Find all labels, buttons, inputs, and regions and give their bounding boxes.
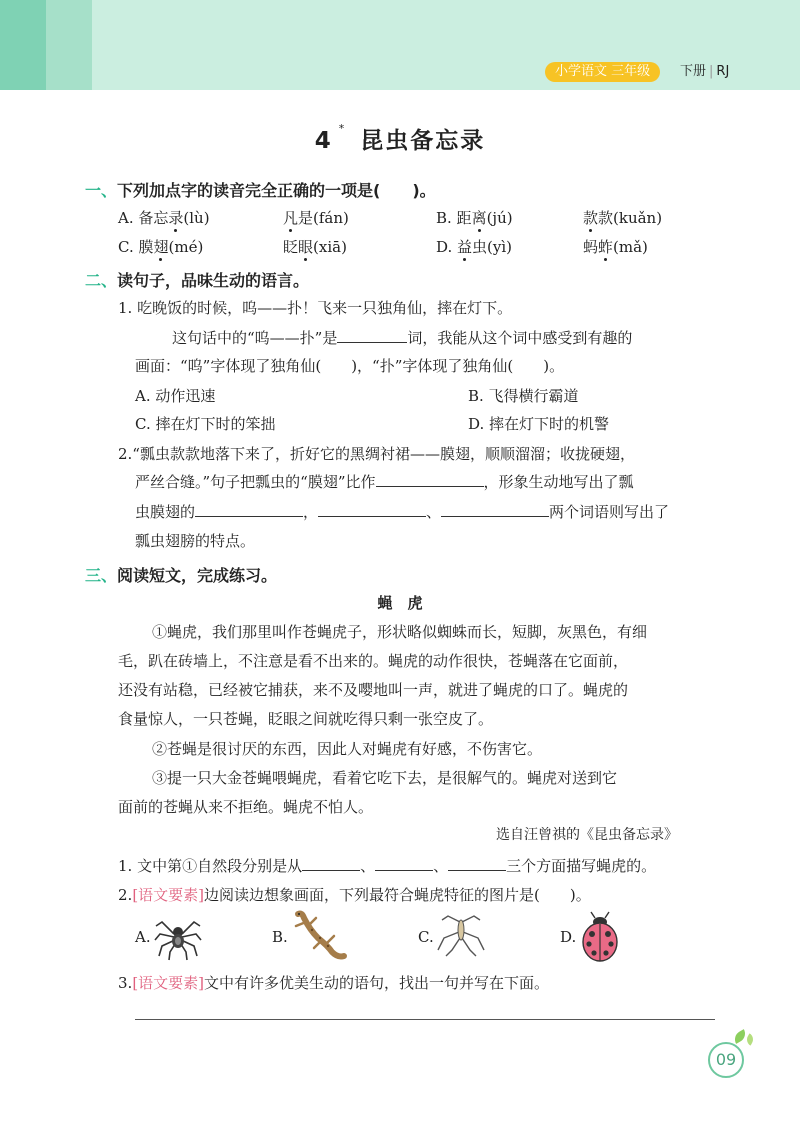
choice-d: D. 摔在灯下时的机警 [468,415,610,433]
volume-info [680,62,729,82]
pic-label-d: D. [560,928,577,946]
header-stripe [0,0,46,90]
section-1-heading [85,178,436,201]
choice-a: A. 动作迅速 [135,387,216,405]
answer-blank[interactable] [337,329,407,343]
option-c1: C. 膜翅(mé) [118,238,204,256]
option-a1: A. 备忘录(lù) [118,209,210,227]
section-text: 下列加点字的读音完全正确的一项是( )。 [117,181,436,200]
choice-b: B. 飞得横行霸道 [468,387,579,405]
q3-line: 1. 文中第①自然段分别是从 、 、 三个方面描写蝇虎的。 [118,857,657,875]
q2-line: 画面：“呜”字体现了独角仙( )，“扑”字体现了独角仙( )。 [135,357,565,375]
choice-c: C. 摔在灯下时的笨拙 [135,415,276,433]
separator: | [709,64,714,79]
q2-line: 1. 吃晚饭的时候，呜——扑！飞来一只独角仙，摔在灯下。 [118,299,513,317]
option-a2: 凡是(fán) [283,209,349,227]
page-number: 09 [708,1042,744,1078]
option-d1: D. 益虫(yì) [436,238,513,256]
leaf-icon [744,1033,755,1045]
answer-blank[interactable] [441,503,549,517]
article-line: ③提一只大金苍蝇喂蝇虎，看着它吃下去，是很解气的。蝇虎对送到它 [152,769,618,787]
section-text: 阅读短文，完成练习。 [117,566,278,585]
article-title: 蝇 虎 [377,594,423,612]
long-legged-insect-icon [434,912,488,960]
edition-label: RJ [716,64,730,79]
element-tag: [语文要素] [132,974,205,992]
section-number: 一、 [85,181,118,200]
option-d2: 蚂蚱(mǎ) [583,238,648,256]
volume-label: 下册 [680,64,707,79]
article-line: ①蝇虎，我们那里叫作苍蝇虎子，形状略似蜘蛛而长，短脚，灰黑色，有细 [152,623,648,641]
gecko-icon [288,908,348,964]
header-stripe [46,0,92,90]
article-line: ②苍蝇是很讨厌的东西，因此人对蝇虎有好感，不伤害它。 [152,740,543,758]
option-c2: 眨眼(xiā) [283,238,347,256]
element-tag: [语文要素] [132,886,205,904]
subject-grade-badge: 小学语文 三年级 [545,62,660,82]
article-line: 还没有站稳，已经被它捕获，来不及嘤地叫一声，就进了蝇虎的口了。蝇虎的 [118,681,629,699]
pic-label-a: A. [135,928,151,946]
option-b2: 款款(kuǎn) [583,209,663,227]
article-line: 毛，趴在砖墙上，不注意是看不出来的。蝇虎的动作很快，苍蝇落在它面前， [118,652,629,670]
answer-line[interactable] [135,1019,715,1020]
q3-line: 2.[语文要素]边阅读边想象画面，下列最符合蝇虎特征的图片是( )。 [118,886,591,904]
pic-label-c: C. [418,928,434,946]
article-source: 选自汪曾祺的《昆虫备忘录》 [496,827,678,843]
lesson-title [0,122,800,155]
leaf-icon [732,1029,749,1044]
q2-line: 这句话中的“呜——扑”是 词，我能从这个词中感受到有趣的 [172,329,633,347]
section-2-heading [85,268,309,291]
lesson-name: 昆虫备忘录 [360,128,486,154]
section-number: 二、 [85,271,118,290]
section-3-heading [85,563,277,586]
article-line: 食量惊人，一只苍蝇，眨眼之间就吃得只剩一张空皮了。 [118,710,494,728]
lesson-number: 4 [314,128,333,154]
option-b1: B. 距离(jú) [436,209,513,227]
answer-blank[interactable] [375,857,433,871]
answer-blank[interactable] [448,857,506,871]
header-band [0,0,800,90]
q2-line: 严丝合缝。”句子把瓢虫的“膜翅”比作 ，形象生动地写出了瓢 [135,473,634,491]
pic-label-b: B. [272,928,288,946]
answer-blank[interactable] [302,857,360,871]
q3-line: 3.[语文要素]文中有许多优美生动的语句，找出一句并写在下面。 [118,974,550,992]
answer-blank[interactable] [195,503,303,517]
answer-blank[interactable] [376,473,484,487]
section-text: 读句子，品味生动的语言。 [117,271,310,290]
optional-star: * [338,122,347,135]
q2-line: 2.“瓢虫款款地落下来了，折好它的黑绸衬裙——膜翅，顺顺溜溜；收拢硬翅， [118,445,635,463]
q2-line: 瓢虫翅膀的特点。 [135,532,256,550]
article-line: 面前的苍蝇从来不拒绝。蝇虎不怕人。 [118,798,374,816]
section-number: 三、 [85,566,118,585]
spider-icon [152,910,204,962]
answer-blank[interactable] [318,503,426,517]
ladybug-icon [577,910,623,964]
q2-line: 虫膜翅的 ， 、 两个词语则写出了 [135,503,670,521]
